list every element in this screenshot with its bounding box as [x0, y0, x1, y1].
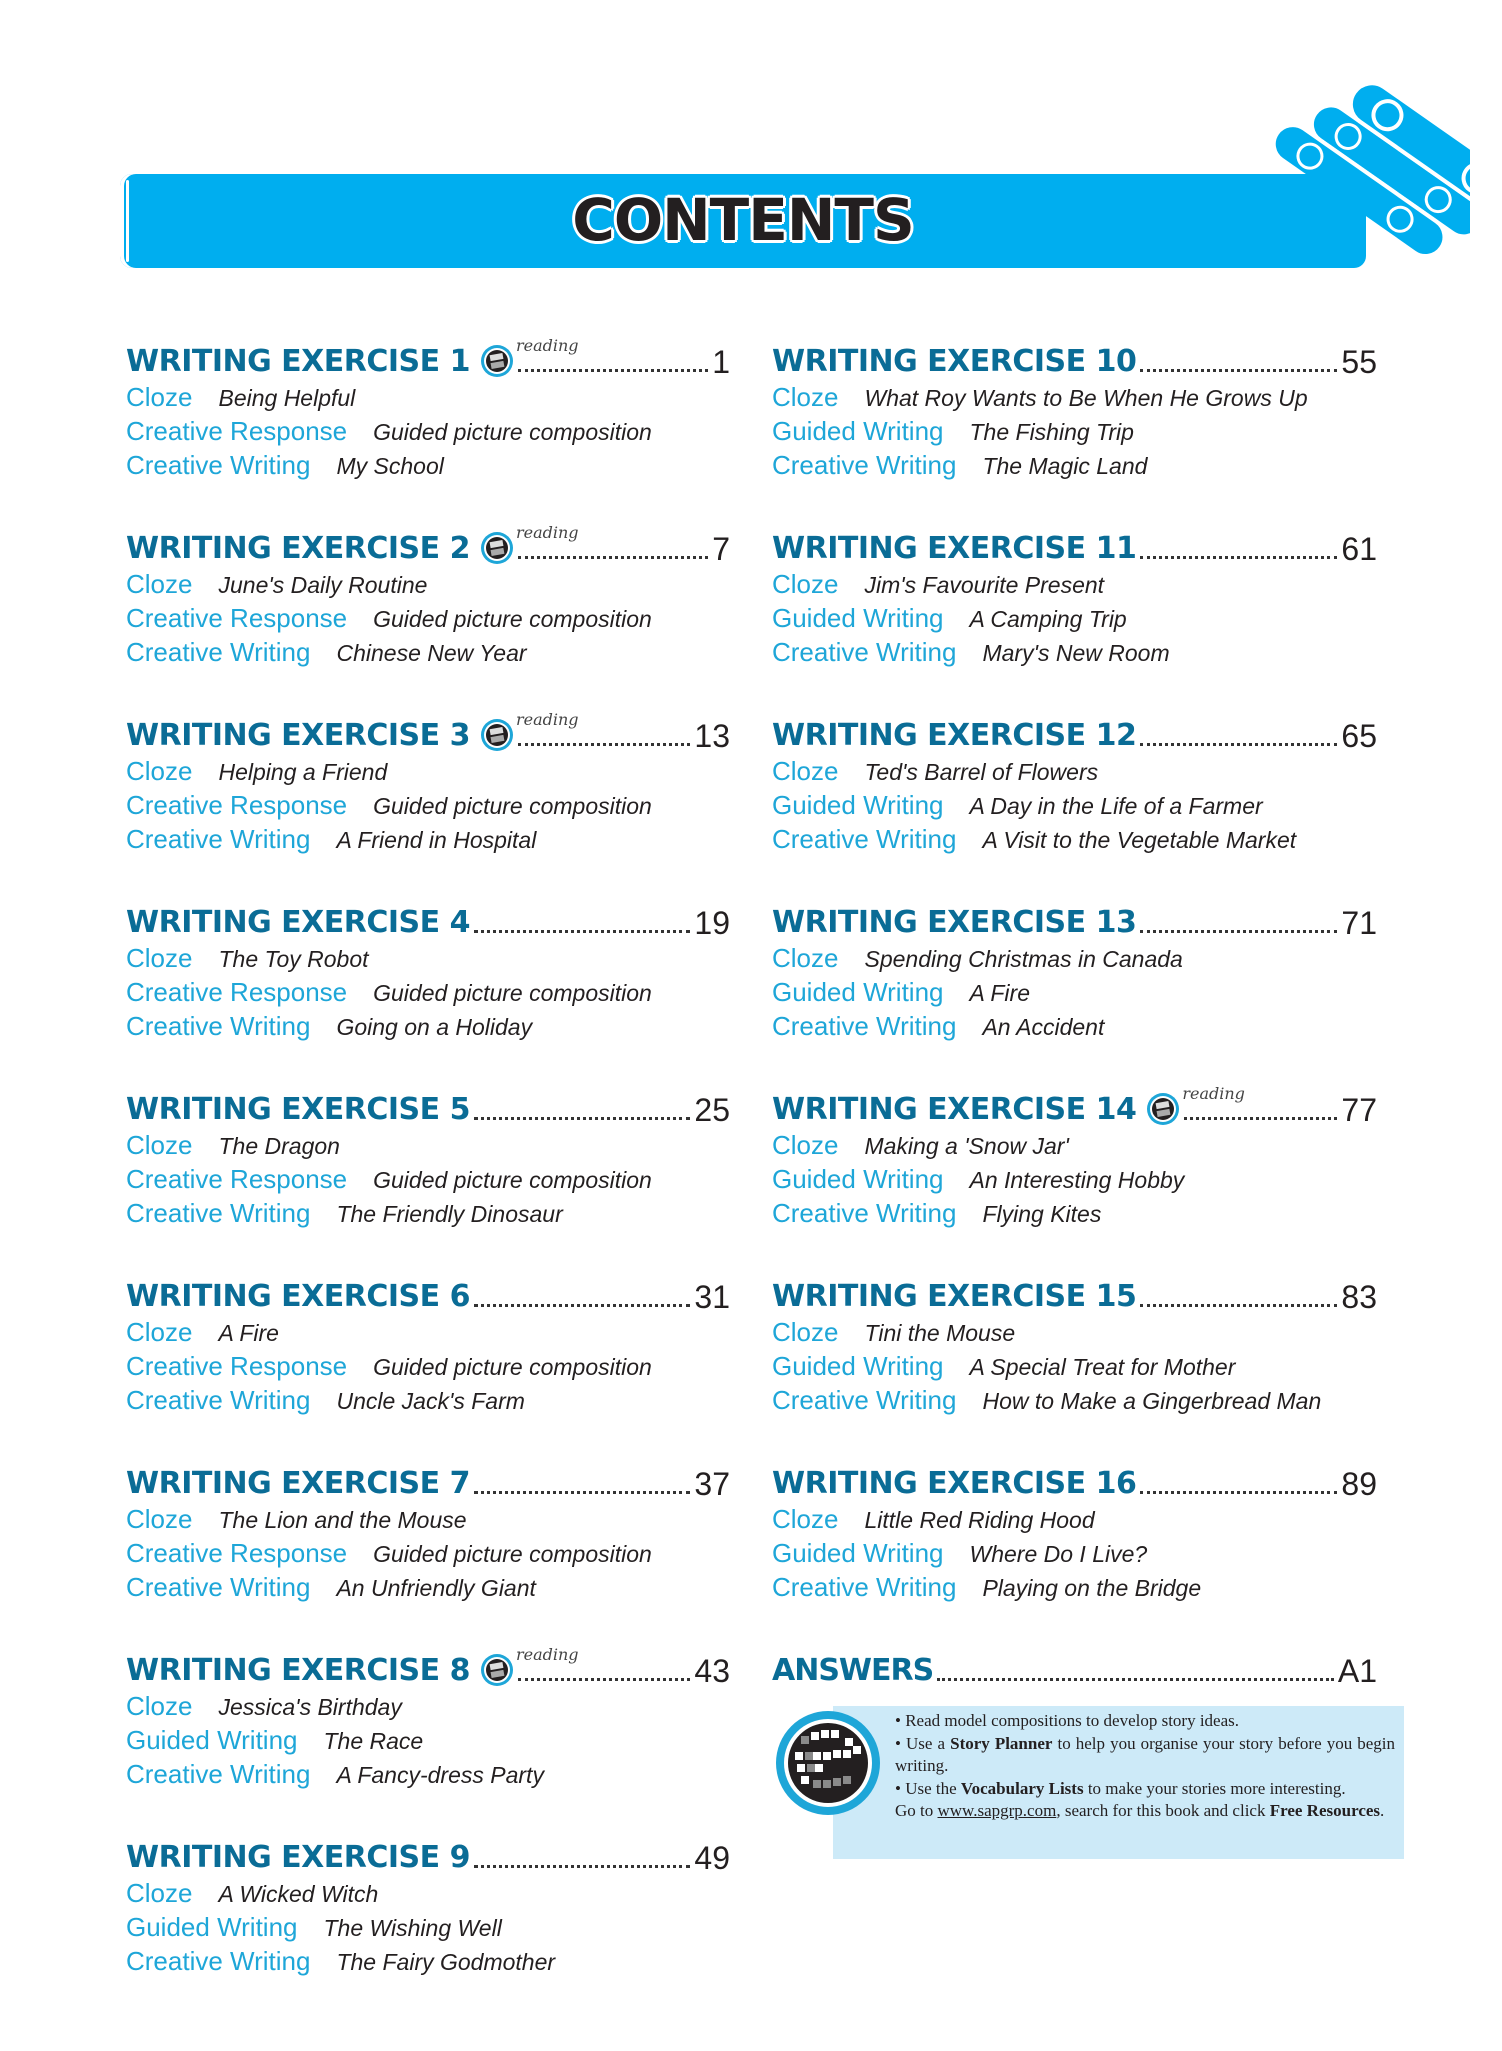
- subitem-type: Guided Writing: [772, 1164, 944, 1194]
- dot-leader: [937, 1678, 1334, 1681]
- toc-subitem: [126, 1130, 730, 1164]
- subitem-type: Creative Response: [126, 603, 348, 633]
- subitem-type: Cloze: [126, 382, 193, 412]
- toc-subitem: [126, 637, 730, 671]
- subitem-type: Cloze: [772, 1504, 839, 1534]
- dot-leader: [518, 1678, 690, 1681]
- subitem-title: Where Do I Live?: [969, 1541, 1148, 1567]
- subitem-title: Guided picture composition: [373, 980, 652, 1006]
- toc-subitem: [126, 382, 730, 416]
- toc-entry-writing-exercise-12[interactable]: [772, 712, 1377, 858]
- subitem-title: What Roy Wants to Be When He Grows Up: [864, 385, 1308, 411]
- subitem-title: Uncle Jack's Farm: [336, 1388, 525, 1414]
- subitem-title: The Dragon: [218, 1133, 340, 1159]
- answers-page-number: A1: [1337, 1653, 1377, 1689]
- subitem-type: Creative Writing: [126, 1011, 311, 1041]
- exercise-title: WRITING EXERCISE 14: [772, 1092, 1137, 1127]
- subitem-type: Cloze: [772, 1130, 839, 1160]
- subitem-title: A Special Treat for Mother: [969, 1354, 1236, 1380]
- subitem-type: Guided Writing: [126, 1725, 298, 1755]
- toc-entry-writing-exercise-7[interactable]: [126, 1460, 730, 1606]
- page-number: 1: [712, 344, 730, 380]
- tip-text: [895, 1710, 1395, 1823]
- reading-label: reading: [515, 336, 579, 355]
- toc-subitem: [126, 569, 730, 603]
- exercise-title: WRITING EXERCISE 2: [126, 531, 470, 566]
- dot-leader: [1140, 743, 1337, 746]
- toc-entry-writing-exercise-2[interactable]: [126, 525, 730, 671]
- subitem-title: A Visit to the Vegetable Market: [982, 827, 1297, 853]
- toc-entry-writing-exercise-16[interactable]: [772, 1460, 1377, 1606]
- dot-leader: [474, 1491, 690, 1494]
- website-link[interactable]: www.sapgrp.com: [937, 1801, 1057, 1820]
- toc-subitem: [126, 1878, 730, 1912]
- subitem-type: Creative Response: [126, 1351, 348, 1381]
- toc-subitem: [772, 569, 1377, 603]
- subitem-title: A Camping Trip: [969, 606, 1127, 632]
- subitem-type: Cloze: [772, 1317, 839, 1347]
- toc-entry-writing-exercise-8[interactable]: [126, 1647, 730, 1793]
- toc-entry-answers[interactable]: [772, 1647, 1377, 1691]
- toc-subitem: [772, 1504, 1377, 1538]
- dot-leader: [1140, 930, 1337, 933]
- subitem-type: Cloze: [126, 569, 193, 599]
- exercise-title: WRITING EXERCISE 7: [126, 1466, 470, 1501]
- subitem-title: Playing on the Bridge: [982, 1575, 1202, 1601]
- reading-badge: [480, 523, 579, 565]
- subitem-title: Tini the Mouse: [864, 1320, 1016, 1346]
- subitem-title: A Fire: [218, 1320, 279, 1346]
- exercise-title: WRITING EXERCISE 5: [126, 1092, 470, 1127]
- reading-label: reading: [515, 1645, 579, 1664]
- exercise-title: WRITING EXERCISE 3: [126, 718, 470, 753]
- subitem-title: Making a 'Snow Jar': [864, 1133, 1069, 1159]
- subitem-title: The Wishing Well: [323, 1915, 502, 1941]
- subitem-type: Creative Writing: [772, 450, 957, 480]
- page-number: 25: [694, 1092, 730, 1128]
- toc-subitem: [126, 1198, 730, 1232]
- subitem-title: An Unfriendly Giant: [336, 1575, 536, 1601]
- toc-subitem: [772, 416, 1377, 450]
- dot-leader: [1140, 556, 1337, 559]
- dot-leader: [1184, 1117, 1337, 1120]
- subitem-type: Guided Writing: [772, 416, 944, 446]
- reading-book-icon: [1146, 1092, 1180, 1126]
- toc-subitem: [126, 1691, 730, 1725]
- exercise-title: WRITING EXERCISE 6: [126, 1279, 470, 1314]
- toc-subitem: [126, 450, 730, 484]
- subitem-type: Guided Writing: [772, 603, 944, 633]
- exercise-title: WRITING EXERCISE 9: [126, 1840, 470, 1875]
- toc-subitem: [126, 824, 730, 858]
- subitem-title: Guided picture composition: [373, 606, 652, 632]
- reading-badge: [480, 710, 579, 752]
- subitem-title: The Fishing Trip: [969, 419, 1134, 445]
- toc-entry-writing-exercise-6[interactable]: [126, 1273, 730, 1419]
- toc-subitem: [772, 603, 1377, 637]
- reading-badge: [1146, 1084, 1245, 1126]
- toc-subitem: [126, 1164, 730, 1198]
- reading-book-icon: [480, 1653, 514, 1687]
- subitem-type: Guided Writing: [126, 1912, 298, 1942]
- toc-subitem: [126, 1946, 730, 1980]
- toc-subitem: [772, 1198, 1377, 1232]
- toc-subitem: [126, 1725, 730, 1759]
- page-number: 89: [1341, 1466, 1377, 1502]
- reading-label: reading: [1182, 1084, 1245, 1103]
- subitem-type: Creative Writing: [126, 637, 311, 667]
- subitem-title: June's Daily Routine: [218, 572, 428, 598]
- toc-subitem: [772, 1385, 1377, 1419]
- toc-subitem: [126, 790, 730, 824]
- reading-badge: [480, 1645, 579, 1687]
- exercise-title: WRITING EXERCISE 8: [126, 1653, 470, 1688]
- toc-subitem: [772, 1164, 1377, 1198]
- subitem-type: Creative Response: [126, 1538, 348, 1568]
- subitem-title: Chinese New Year: [336, 640, 527, 666]
- page-number: 55: [1341, 344, 1377, 380]
- page-number: 65: [1341, 718, 1377, 754]
- dot-leader: [474, 930, 690, 933]
- exercise-title: WRITING EXERCISE 12: [772, 718, 1137, 753]
- subitem-type: Creative Writing: [126, 824, 311, 854]
- crossword-icon: [773, 1708, 883, 1818]
- subitem-title: Going on a Holiday: [336, 1014, 533, 1040]
- subitem-title: Guided picture composition: [373, 1354, 652, 1380]
- dot-leader: [1140, 1491, 1337, 1494]
- subitem-type: Cloze: [772, 382, 839, 412]
- toc-entry-writing-exercise-13[interactable]: [772, 899, 1377, 1045]
- subitem-title: A Wicked Witch: [218, 1881, 379, 1907]
- subitem-title: The Friendly Dinosaur: [336, 1201, 563, 1227]
- toc-subitem: [126, 1538, 730, 1572]
- subitem-type: Creative Writing: [126, 1572, 311, 1602]
- toc-entry-writing-exercise-15[interactable]: [772, 1273, 1377, 1419]
- subitem-type: Creative Response: [126, 416, 348, 446]
- subitem-type: Guided Writing: [772, 1538, 944, 1568]
- subitem-title: Mary's New Room: [982, 640, 1170, 666]
- page-number: 49: [694, 1840, 730, 1876]
- toc-subitem: [126, 1572, 730, 1606]
- exercise-title: WRITING EXERCISE 16: [772, 1466, 1137, 1501]
- subitem-title: The Fairy Godmother: [336, 1949, 556, 1975]
- toc-subitem: [772, 637, 1377, 671]
- page-title: CONTENTS: [572, 186, 914, 254]
- subitem-title: How to Make a Gingerbread Man: [982, 1388, 1322, 1414]
- reading-book-icon: [480, 344, 514, 378]
- subitem-type: Creative Writing: [772, 637, 957, 667]
- toc-entry-writing-exercise-11[interactable]: [772, 525, 1377, 671]
- tip-bullet-1: • Read model compositions to develop story ideas.: [895, 1711, 1240, 1730]
- toc-subitem: [772, 1538, 1377, 1572]
- subitem-title: A Day in the Life of a Farmer: [969, 793, 1263, 819]
- toc-subitem: [772, 1011, 1377, 1045]
- exercise-title: WRITING EXERCISE 15: [772, 1279, 1137, 1314]
- subitem-type: Cloze: [772, 569, 839, 599]
- subitem-type: Cloze: [126, 756, 193, 786]
- tip-line-resources: Go to www.sapgrp.com, search for this book and click Free Resources.: [895, 1801, 1385, 1820]
- dot-leader: [518, 556, 708, 559]
- toc-subitem: [126, 1011, 730, 1045]
- dot-leader: [474, 1304, 690, 1307]
- subitem-type: Creative Response: [126, 790, 348, 820]
- subitem-type: Creative Writing: [126, 1385, 311, 1415]
- subitem-type: Guided Writing: [772, 1351, 944, 1381]
- toc-subitem: [126, 1351, 730, 1385]
- toc-entry-writing-exercise-9[interactable]: [126, 1834, 730, 1980]
- dot-leader: [1140, 369, 1337, 372]
- subitem-title: Guided picture composition: [373, 793, 652, 819]
- subitem-type: Cloze: [772, 943, 839, 973]
- subitem-type: Cloze: [126, 1691, 193, 1721]
- subitem-type: Cloze: [772, 756, 839, 786]
- page-number: 71: [1341, 905, 1377, 941]
- toc-entry-writing-exercise-14[interactable]: [772, 1086, 1377, 1232]
- subitem-type: Creative Response: [126, 1164, 348, 1194]
- page-number: 19: [694, 905, 730, 941]
- dot-leader: [474, 1865, 690, 1868]
- subitem-title: Jim's Favourite Present: [864, 572, 1105, 598]
- toc-subitem: [772, 824, 1377, 858]
- subitem-title: An Interesting Hobby: [969, 1167, 1185, 1193]
- subitem-type: Creative Response: [126, 977, 348, 1007]
- page-number: 77: [1341, 1092, 1377, 1128]
- subitem-title: The Race: [323, 1728, 424, 1754]
- toc-subitem: [126, 977, 730, 1011]
- subitem-type: Guided Writing: [772, 977, 944, 1007]
- exercise-title: WRITING EXERCISE 1: [126, 344, 470, 379]
- subitem-type: Guided Writing: [772, 790, 944, 820]
- toc-subitem: [772, 382, 1377, 416]
- page-number: 13: [694, 718, 730, 754]
- exercise-title: WRITING EXERCISE 11: [772, 531, 1137, 566]
- reading-book-icon: [480, 531, 514, 565]
- subitem-title: Spending Christmas in Canada: [864, 946, 1183, 972]
- subitem-type: Creative Writing: [126, 1946, 311, 1976]
- toc-subitem: [772, 1351, 1377, 1385]
- toc-subitem: [772, 1130, 1377, 1164]
- page-number: 83: [1341, 1279, 1377, 1315]
- subitem-title: Guided picture composition: [373, 1167, 652, 1193]
- reading-label: reading: [515, 710, 579, 729]
- toc-entry-writing-exercise-1[interactable]: [126, 338, 730, 484]
- tip-bullet-3: • Use the Vocabulary Lists to make your stories more interesting.: [895, 1778, 1346, 1798]
- toc-subitem: [126, 1912, 730, 1946]
- exercise-title: WRITING EXERCISE 10: [772, 344, 1137, 379]
- subitem-title: A Friend in Hospital: [336, 827, 537, 853]
- page-number: 61: [1341, 531, 1377, 567]
- subitem-title: Being Helpful: [218, 385, 356, 411]
- toc-subitem: [126, 1317, 730, 1351]
- subitem-type: Cloze: [126, 1130, 193, 1160]
- tip-bullet-2: • Use a Story Planner to help you organise your story before you begin writing.: [895, 1733, 1396, 1775]
- toc-subitem: [126, 416, 730, 450]
- subitem-type: Cloze: [126, 1878, 193, 1908]
- toc-entry-writing-exercise-5[interactable]: [126, 1086, 730, 1232]
- toc-subitem: [126, 603, 730, 637]
- subitem-title: An Accident: [982, 1014, 1105, 1040]
- subitem-type: Creative Writing: [126, 450, 311, 480]
- toc-right-column: [772, 338, 1377, 1732]
- toc-subitem: [772, 790, 1377, 824]
- reading-badge: [480, 336, 579, 378]
- subitem-title: Ted's Barrel of Flowers: [864, 759, 1099, 785]
- subitem-type: Creative Writing: [126, 1198, 311, 1228]
- toc-subitem: [772, 756, 1377, 790]
- toc-subitem: [126, 756, 730, 790]
- subitem-title: A Fancy-dress Party: [336, 1762, 544, 1788]
- dot-leader: [518, 369, 708, 372]
- subitem-type: Cloze: [126, 1504, 193, 1534]
- subitem-title: Guided picture composition: [373, 1541, 652, 1567]
- exercise-title: WRITING EXERCISE 13: [772, 905, 1137, 940]
- dot-leader: [474, 1117, 690, 1120]
- subitem-type: Creative Writing: [772, 1572, 957, 1602]
- toc-subitem: [772, 450, 1377, 484]
- toc-subitem: [772, 977, 1377, 1011]
- toc-entry-writing-exercise-4[interactable]: [126, 899, 730, 1045]
- subitem-title: The Lion and the Mouse: [218, 1507, 467, 1533]
- page-number: 7: [712, 531, 730, 567]
- subitem-title: The Magic Land: [982, 453, 1148, 479]
- dot-leader: [518, 743, 690, 746]
- page-number: 43: [694, 1653, 730, 1689]
- page-number: 37: [694, 1466, 730, 1502]
- subitem-title: A Fire: [969, 980, 1030, 1006]
- subitem-title: The Toy Robot: [218, 946, 369, 972]
- toc-left-column: [126, 338, 730, 2021]
- reading-book-icon: [480, 718, 514, 752]
- answers-title: ANSWERS: [772, 1653, 934, 1688]
- subitem-type: Creative Writing: [772, 1385, 957, 1415]
- exercise-title: WRITING EXERCISE 4: [126, 905, 470, 940]
- toc-entry-writing-exercise-10[interactable]: [772, 338, 1377, 484]
- subitem-title: Little Red Riding Hood: [864, 1507, 1095, 1533]
- toc-subitem: [126, 1385, 730, 1419]
- toc-subitem: [126, 1759, 730, 1793]
- reading-label: reading: [515, 523, 579, 542]
- toc-subitem: [772, 1572, 1377, 1606]
- toc-entry-writing-exercise-3[interactable]: [126, 712, 730, 858]
- toc-subitem: [772, 943, 1377, 977]
- subitem-title: Helping a Friend: [218, 759, 388, 785]
- subitem-type: Creative Writing: [772, 1198, 957, 1228]
- toc-subitem: [772, 1317, 1377, 1351]
- subitem-type: Creative Writing: [772, 1011, 957, 1041]
- subitem-type: Cloze: [126, 943, 193, 973]
- subitem-title: Guided picture composition: [373, 419, 652, 445]
- subitem-type: Creative Writing: [126, 1759, 311, 1789]
- dot-leader: [1140, 1304, 1337, 1307]
- toc-subitem: [126, 943, 730, 977]
- subitem-type: Creative Writing: [772, 824, 957, 854]
- subitem-title: My School: [336, 453, 444, 479]
- subitem-type: Cloze: [126, 1317, 193, 1347]
- subitem-title: Flying Kites: [982, 1201, 1102, 1227]
- subitem-title: Jessica's Birthday: [218, 1694, 402, 1720]
- toc-subitem: [126, 1504, 730, 1538]
- page-number: 31: [694, 1279, 730, 1315]
